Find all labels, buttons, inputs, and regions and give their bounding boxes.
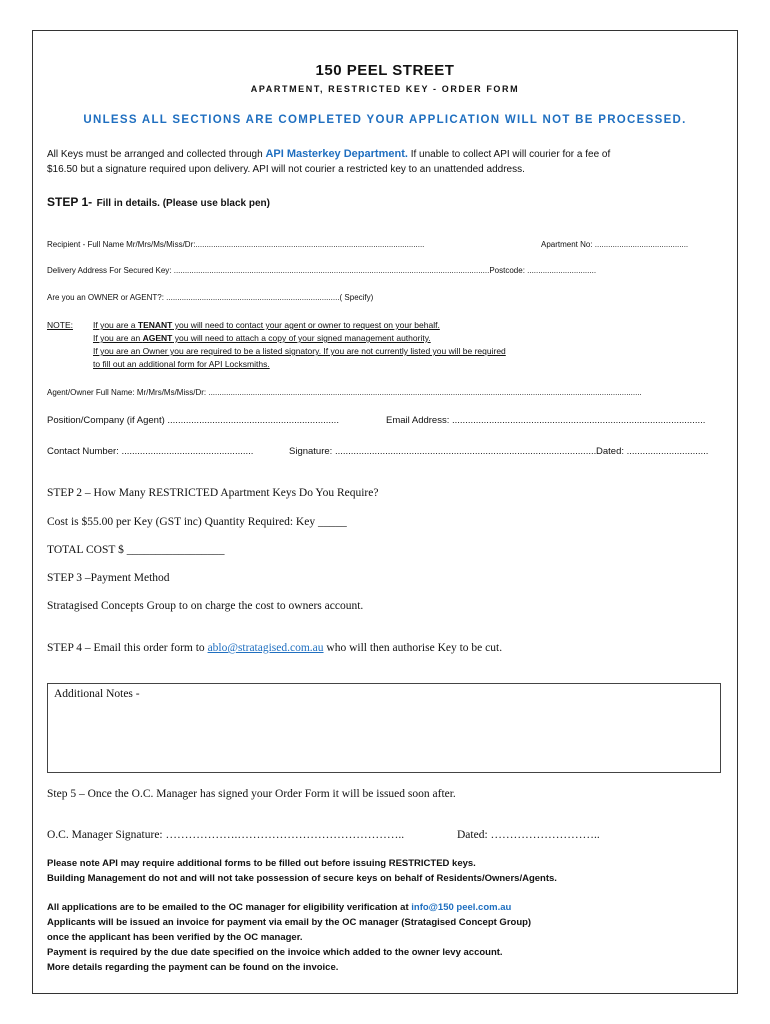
email-address-field[interactable]: Email Address: ................................................................................................: [386, 415, 706, 426]
note-agent-post: you will need to attach a copy of your signed management authority.: [172, 333, 431, 343]
note-tenant-pre: If you are a: [93, 320, 138, 330]
step5-text: Step 5 – Once the O.C. Manager has signed your Order Form it will be issued soon after.: [47, 788, 456, 800]
step2-heading: STEP 2 – How Many RESTRICTED Apartment Keys Do You Require?: [47, 487, 379, 499]
intro-suffix: If unable to collect API will courier for a fee of: [410, 149, 611, 160]
intro-prefix: All Keys must be arranged and collected through: [47, 149, 263, 160]
oc-signature-field[interactable]: O.C. Manager Signature: ……………….……………………………………..: [47, 829, 405, 841]
intro-line-1: [47, 148, 610, 160]
step4-prefix: STEP 4 – Email this order form to: [47, 642, 208, 654]
delivery-address-field[interactable]: Delivery Address For Secured Key: ..............................................................................................................................................Postcode: ...............................: [47, 266, 597, 275]
footer-note-7: More details regarding the payment can be found on the invoice.: [47, 962, 339, 973]
owner-agent-field[interactable]: Are you an OWNER or AGENT?: ..............................................................................( Specify): [47, 293, 374, 302]
footer-note-1: Please note API may require additional forms to be filled out before issuing RESTRICTED keys.: [47, 858, 476, 869]
page-subtitle: APARTMENT, RESTRICTED KEY - ORDER FORM: [250, 84, 520, 94]
footer-note-5: once the applicant has been verified by the OC manager.: [47, 932, 303, 943]
footer-note-4: Applicants will be issued an invoice for payment via email by the OC manager (Stratagised Concept Group): [47, 917, 532, 928]
intro-line-2: $16.50 but a signature required upon delivery. API will not courier a restricted key to an unattended address.: [47, 164, 525, 175]
apartment-field[interactable]: Apartment No: ..........................................: [541, 240, 689, 249]
oc-dated-field[interactable]: Dated: ………………………..: [457, 829, 600, 841]
note-tenant: [93, 320, 440, 330]
note-agent-pre: If you are an: [93, 333, 143, 343]
page-title: 150 PEEL STREET: [315, 62, 455, 79]
position-company-field[interactable]: Position/Company (if Agent) .................................................................: [47, 415, 339, 426]
step4-suffix: who will then authorise Key to be cut.: [323, 642, 503, 654]
footer-note-6: Payment is required by the due date specified on the invoice which added to the owner levy account.: [47, 947, 503, 958]
step4-email-link[interactable]: ablo@stratagised.com.au: [207, 642, 324, 654]
step3-heading: STEP 3 –Payment Method: [47, 572, 170, 584]
signature-field[interactable]: Signature: ...................................................................................................: [289, 446, 597, 457]
info-email[interactable]: info@150 peel.com.au: [411, 902, 512, 913]
recipient-field[interactable]: Recipient - Full Name Mr/Mrs/Ms/Miss/Dr:.......................................................................................................: [47, 240, 425, 249]
dated-field[interactable]: Dated: ...............................: [596, 446, 709, 457]
agent-owner-name-field[interactable]: Agent/Owner Full Name: Mr/Mrs/Ms/Miss/Dr: ...................................................................................................................................................................................................: [47, 388, 642, 397]
note-owner-cont: to fill out an additional form for API Locksmiths.: [93, 359, 270, 369]
footer-note-3-prefix: All applications are to be emailed to the OC manager for eligibility verification at: [47, 902, 409, 913]
footer-note-3: [47, 902, 511, 913]
contact-number-field[interactable]: Contact Number: ..................................................: [47, 446, 254, 457]
note-owner: If you are an Owner you are required to be a listed signatory. If you are not currently listed you will be required: [93, 346, 506, 356]
note-agent: [93, 333, 431, 343]
step4-line: [47, 642, 502, 654]
footer-note-2: Building Management do not and will not take possession of secure keys on behalf of Residents/Owners/Agents.: [47, 873, 557, 884]
step1-title: STEP 1-: [47, 195, 93, 209]
step1-heading: [47, 193, 270, 211]
step2-total[interactable]: TOTAL COST $ _________________: [47, 544, 225, 556]
additional-notes-box[interactable]: [47, 683, 721, 773]
note-agent-strong: AGENT: [142, 333, 173, 343]
note-label: NOTE:: [47, 320, 73, 330]
completion-warning: UNLESS ALL SECTIONS ARE COMPLETED YOUR APPLICATION WILL NOT BE PROCESSED.: [83, 114, 687, 126]
api-department: API Masterkey Department.: [265, 148, 408, 160]
step2-cost[interactable]: Cost is $55.00 per Key (GST inc) Quantity Required: Key _____: [47, 516, 347, 528]
step1-subtitle: Fill in details. (Please use black pen): [96, 198, 270, 209]
step3-text: Stratagised Concepts Group to on charge the cost to owners account.: [47, 600, 364, 612]
note-tenant-post: you will need to contact your agent or owner to request on your behalf.: [172, 320, 440, 330]
additional-notes-label: Additional Notes -: [54, 688, 140, 700]
note-tenant-strong: TENANT: [137, 320, 173, 330]
